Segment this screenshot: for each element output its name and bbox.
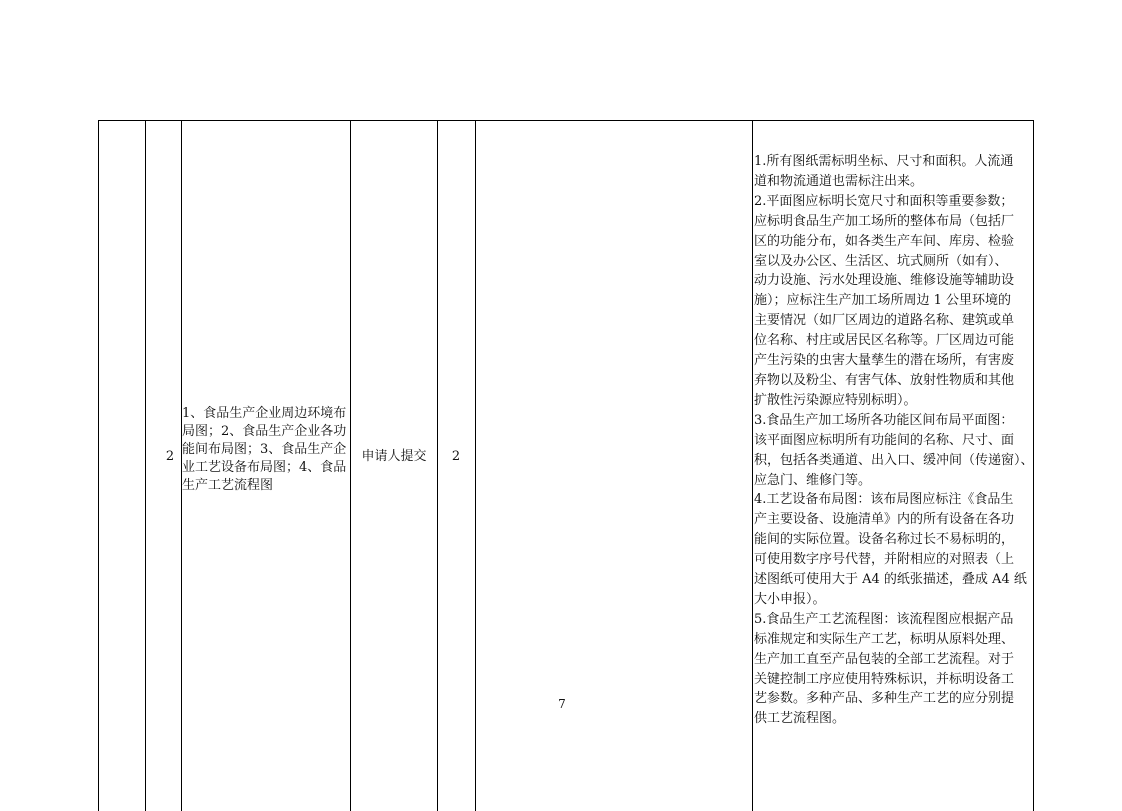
requirement-line: 该平面图应标明所有功能间的名称、尺寸、面 [754,432,1015,448]
requirement-line: 道和物流通道也需标注出来。 [754,173,924,189]
requirement-line: 主要情况（如厂区周边的道路名称、建筑或单 [754,313,1015,329]
requirement-line: 位名称、村庄或居民区名称等。厂区周边可能 [754,333,1015,349]
requirement-line: 扩散性污染源应特别标明）。 [754,392,917,408]
materials-cell [182,405,350,495]
requirement-line: 施）；应标注生产加工场所周边 1 公里环境的 [754,293,1012,309]
row-index: 2 [165,449,175,464]
column-divider [752,121,753,811]
materials-line: 局图；2、食品生产企业各功 [182,424,347,439]
requirement-line: 可使用数字序号代替，并附相应的对照表（上 [754,552,1015,568]
requirement-line: 供工艺流程图。 [754,711,846,727]
requirement-line: 应急门、维修门等。 [754,472,872,488]
requirement-line: 标准规定和实际生产工艺，标明从原料处理、 [754,631,1015,647]
copies-cell: 2 [451,449,461,464]
column-divider [145,121,146,811]
column-divider [350,121,351,811]
requirement-line: 区的功能分布，如各类生产车间、库房、检验 [754,233,1015,249]
requirement-line: 产主要设备、设施清单》内的所有设备在各功 [754,512,1015,528]
requirement-line: 室以及办公区、生活区、坑式厕所（如有）、 [754,253,1008,269]
requirements-cell [754,152,1038,729]
requirement-line: 动力设施、污水处理设施、维修设施等辅助设 [754,273,1015,289]
requirement-line: 生产加工直至产品包装的全部工艺流程。对于 [754,651,1015,667]
page-number: 7 [558,697,566,711]
requirement-line: 能间的实际位置。设备名称过长不易标明的， [754,532,1015,548]
requirement-line: 2.平面图应标明长宽尺寸和面积等重要参数； [754,193,1014,209]
provider-cell: 申请人提交 [361,449,427,464]
column-divider [437,121,438,811]
requirement-line: 3.食品生产加工场所各功能区间布局平面图： [754,412,1014,428]
materials-line: 业工艺设备布局图；4、食品 [182,460,347,475]
materials-line: 能间布局图；3、食品生产企 [182,442,347,457]
requirement-line: 应标明食品生产加工场所的整体布局（包括厂 [754,213,1015,229]
materials-line: 生产工艺流程图 [182,478,274,493]
requirement-line: 1.所有图纸需标明坐标、尺寸和面积。人流通 [754,154,1014,169]
requirement-line: 产生污染的虫害大量孳生的潜在场所，有害废 [754,353,1015,369]
requirement-line: 5.食品生产工艺流程图：该流程图应根据产品 [754,611,1014,627]
requirement-line: 积，包括各类通道、出入口、缓冲间（传递窗）、 [754,452,1034,468]
requirement-line: 大小申报）。 [754,591,826,607]
column-divider [475,121,476,811]
materials-line: 1、食品生产企业周边环境布 [182,406,347,421]
requirement-line: 述图纸可使用大于 A4 的纸张描述，叠成 A4 纸 [754,572,1027,588]
requirement-line: 艺参数。多种产品、多种生产工艺的应分别提 [754,691,1015,707]
requirement-line: 关键控制工序应使用特殊标识，并标明设备工 [754,671,1015,687]
requirement-line: 4.工艺设备布局图：该布局图应标注《食品生 [754,492,1014,508]
requirement-line: 弃物以及粉尘、有害气体、放射性物质和其他 [754,372,1015,388]
